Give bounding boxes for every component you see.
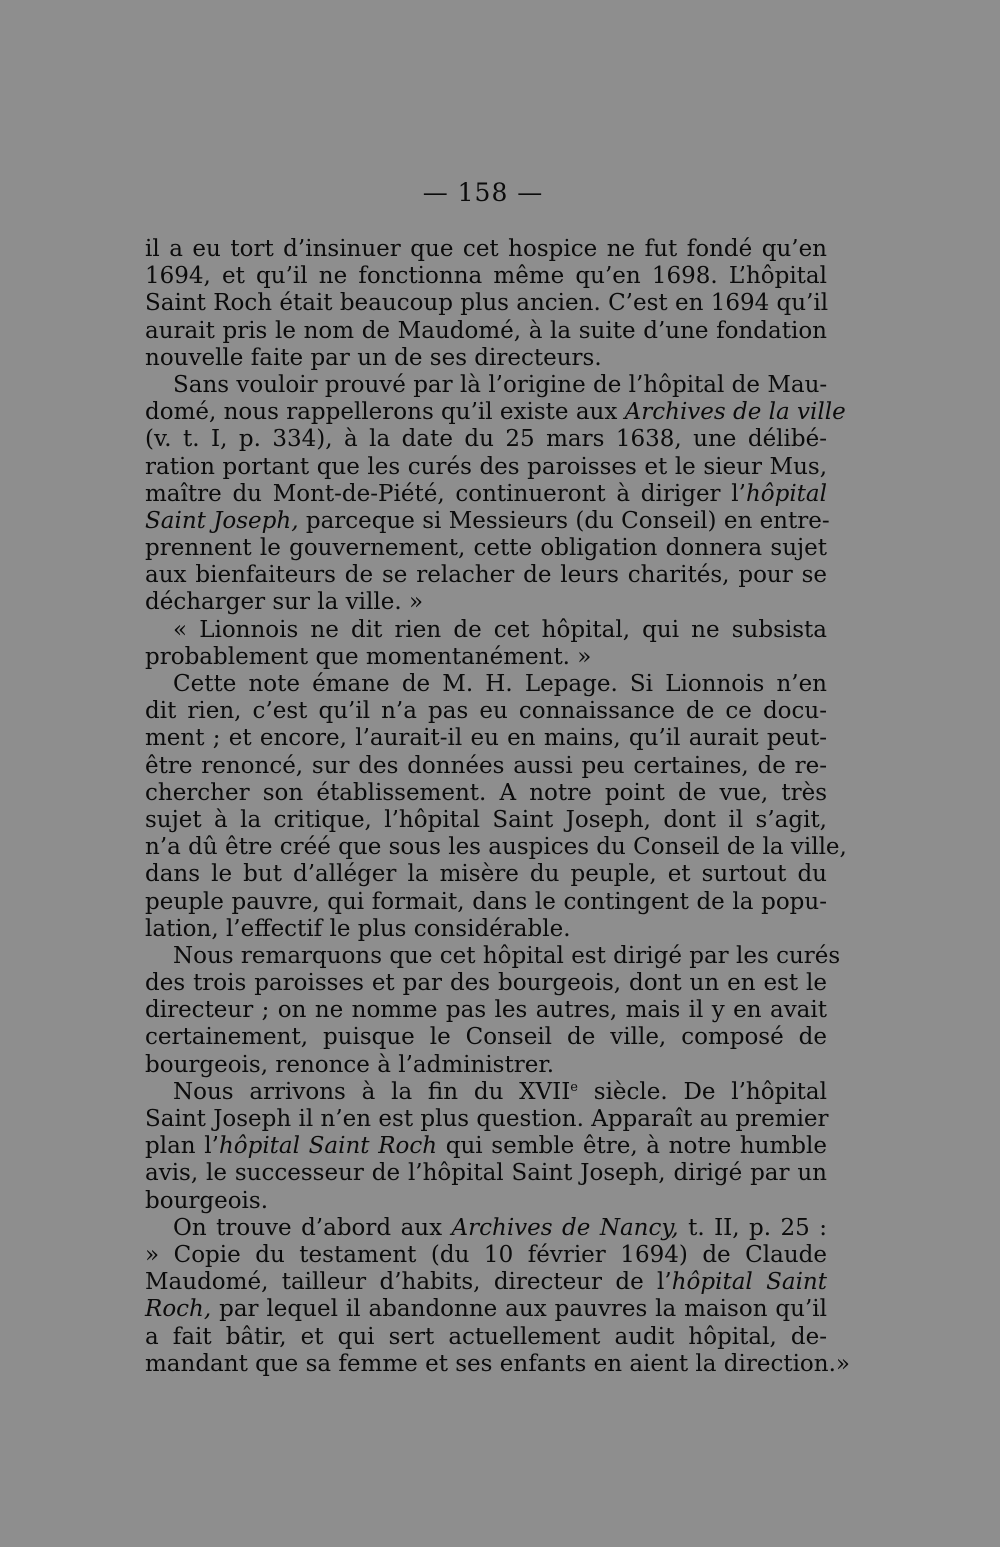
text-line	[145, 671, 827, 698]
text-line	[145, 1296, 827, 1323]
text-line	[145, 1215, 827, 1242]
text-run: dit rien, c’est qu’il n’a pas eu connaissance de ce docu-	[145, 698, 827, 725]
superscript: e	[570, 1079, 578, 1095]
text-run: n’a dû être créé que sous les auspices du Conseil de la ville,	[145, 834, 847, 861]
text-line	[145, 753, 827, 780]
text-line	[145, 507, 830, 535]
text-line	[145, 399, 846, 426]
text-line	[145, 834, 847, 861]
text-line	[145, 1052, 827, 1079]
text-line	[145, 725, 827, 752]
text-line	[145, 916, 827, 943]
text-run: Nous remarquons que cet hôpital est dirigé par les curés	[173, 942, 841, 969]
text-line	[145, 644, 827, 671]
text-line	[145, 481, 827, 508]
text-run: nouvelle faite par un de ses directeurs.	[145, 344, 602, 371]
italic-title: Archives de Nancy,	[451, 1214, 679, 1241]
text-line	[145, 589, 827, 616]
text-run: dans le but d’alléger la misère du peuple, et surtout du	[145, 861, 827, 888]
text-run: a fait bâtir, et qui sert actuellement audit hôpital, de-	[145, 1323, 827, 1350]
text-run: 1694, et qu’il ne fonctionna même qu’en 1698. L’hôpital	[145, 263, 827, 290]
text-line	[145, 454, 827, 481]
italic-title: hôpital Saint	[671, 1269, 827, 1296]
text-line	[145, 318, 827, 345]
text-line	[145, 1106, 827, 1133]
text-run: plan l’	[145, 1133, 219, 1160]
text-line	[145, 236, 827, 263]
text-line	[145, 1324, 827, 1351]
text-run: t. II, p. 25 :	[678, 1214, 827, 1241]
text-line	[145, 861, 827, 888]
page-number: — 158 —	[422, 178, 544, 207]
text-line	[145, 426, 827, 453]
text-run: Cette note émane de M. H. Lepage. Si Lionnois n’en	[173, 671, 827, 697]
text-line	[145, 997, 827, 1024]
text-line	[145, 970, 827, 997]
text-run: Maudomé, tailleur d’habits, directeur de l’	[145, 1269, 672, 1296]
text-run: certainement, puisque le Conseil de ville, composé de	[145, 1024, 827, 1051]
text-line	[145, 780, 827, 807]
text-run: peuple pauvre, qui formait, dans le contingent de la popu-	[145, 888, 827, 915]
text-line	[145, 535, 827, 562]
text-line	[145, 1133, 827, 1160]
text-run: directeur ; on ne nomme pas les autres, mais il y en avait	[145, 997, 827, 1024]
italic-title: hôpital Saint Roch	[218, 1133, 438, 1160]
body-text	[145, 236, 850, 1378]
text-line	[145, 1160, 827, 1187]
text-line	[145, 889, 827, 916]
text-run: Saint Joseph il n’en est plus question. Apparaît au premier	[145, 1106, 829, 1132]
text-run: qui semble être, à notre humble	[437, 1133, 827, 1160]
text-run: maître du Mont-de-Piété, continueront à diriger l’	[145, 480, 746, 507]
text-run: il a eu tort d’insinuer que cet hospice ne fut fondé qu’en	[145, 236, 827, 262]
text-line	[145, 942, 841, 970]
text-run: Sans vouloir prouvé par là l’origine de l’hôpital de Mau-	[173, 371, 828, 398]
italic-title: Archives de la ville	[624, 399, 846, 426]
text-line	[145, 1269, 827, 1296]
text-run: Nous arrivons à la fin du XVII	[173, 1078, 571, 1105]
text-run: (v. t. I, p. 334), à la date du 25 mars 1638, une délibé-	[145, 426, 827, 453]
text-line	[145, 290, 827, 317]
text-run: par lequel il abandonne aux pauvres la maison qu’il	[211, 1296, 827, 1323]
italic-title: Saint Joseph,	[145, 507, 299, 534]
text-line	[145, 345, 827, 372]
text-run: avis, le successeur de l’hôpital Saint Joseph, dirigé par un	[145, 1160, 827, 1187]
text-run: lation, l’effectif le plus considérable.	[145, 915, 571, 942]
text-run: sujet à la critique, l’hôpital Saint Joseph, dont il s’agit,	[145, 806, 827, 833]
text-run: On trouve d’abord aux	[173, 1214, 452, 1241]
text-run: être renoncé, sur des données aussi peu certaines, de re-	[145, 752, 827, 779]
text-run: prennent le gouvernement, cette obligation donnera sujet	[145, 535, 827, 562]
text-line	[145, 263, 827, 290]
text-run: parceque si Messieurs (du Conseil) en entre-	[298, 507, 830, 534]
italic-title: Roch,	[145, 1296, 212, 1323]
text-line	[145, 698, 827, 725]
text-run: décharger sur la ville. »	[145, 589, 424, 616]
text-run: aurait pris le nom de Maudomé, à la suite d’une fondation	[145, 317, 827, 344]
text-line	[145, 1024, 827, 1051]
text-run: aux bienfaiteurs de se relacher de leurs charités, pour se	[145, 562, 827, 589]
text-run: des trois paroisses et par des bourgeois, dont un en est le	[145, 970, 827, 997]
text-line	[145, 1350, 850, 1378]
text-run: ration portant que les curés des paroisses et le sieur Mus,	[145, 453, 827, 480]
text-run: mandant que sa femme et ses enfants en aient la direction.»	[145, 1350, 850, 1377]
text-line	[145, 372, 827, 399]
text-line	[145, 1242, 827, 1269]
text-run: domé, nous rappellerons qu’il existe aux	[145, 399, 625, 426]
text-line	[145, 1079, 827, 1106]
text-run: chercher son établissement. A notre point de vue, très	[145, 779, 827, 806]
text-run: Saint Roch était beaucoup plus ancien. C’est en 1694 qu’il	[145, 290, 829, 317]
text-run: probablement que momentanément. »	[145, 643, 592, 670]
text-run: « Lionnois ne dit rien de cet hôpital, qui ne subsista	[173, 616, 827, 643]
text-line	[145, 562, 827, 589]
text-line	[145, 617, 827, 644]
text-run: siècle. De l’hôpital	[578, 1078, 827, 1105]
text-line	[145, 1188, 827, 1215]
italic-title: hôpital	[745, 480, 827, 507]
text-run: bourgeois, renonce à l’administrer.	[145, 1051, 555, 1078]
text-line	[145, 807, 827, 834]
text-run: bourgeois.	[145, 1187, 269, 1214]
text-run: » Copie du testament (du 10 février 1694) de Claude	[145, 1241, 827, 1268]
text-run: ment ; et encore, l’aurait-il eu en mains, qu’il aurait peut-	[145, 725, 827, 752]
